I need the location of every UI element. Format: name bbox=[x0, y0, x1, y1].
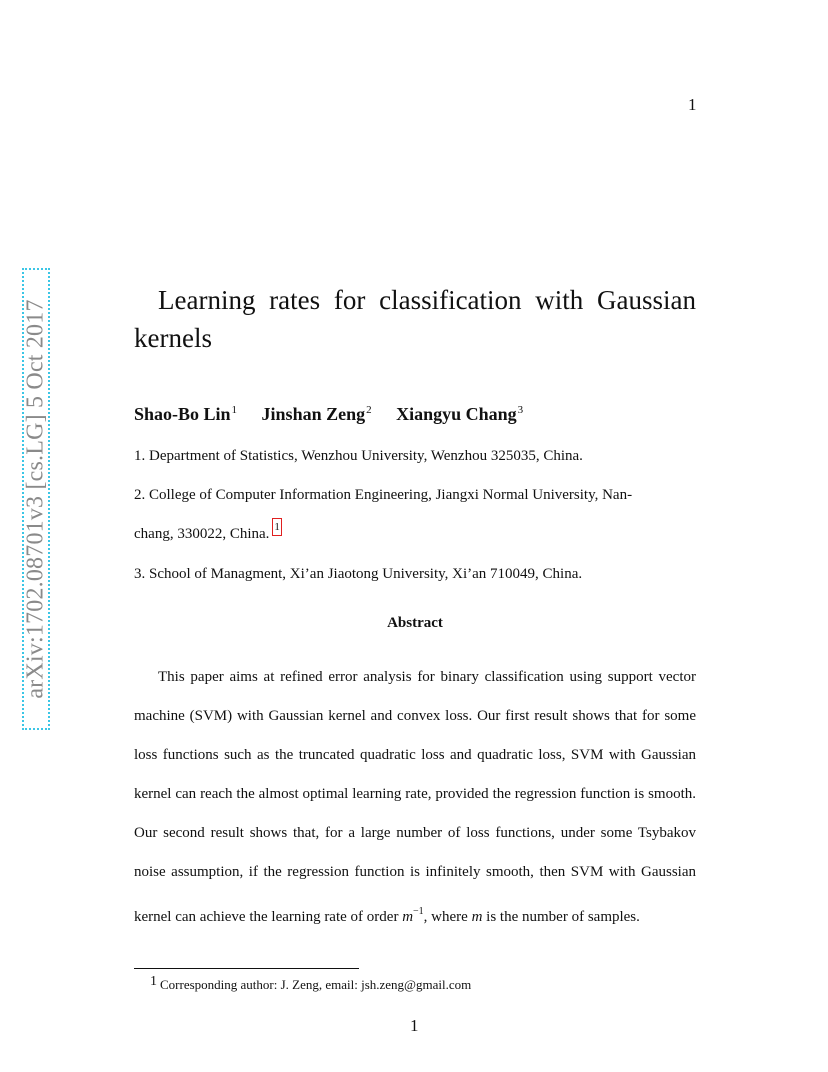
author-1 bbox=[134, 404, 237, 425]
affiliation-2-line-1: 2. College of Computer Information Engineering, Jiangxi Normal University, Nan- bbox=[134, 487, 633, 503]
author-2 bbox=[262, 404, 372, 425]
math-m: m bbox=[402, 909, 414, 925]
footnote-mark: 1 bbox=[150, 974, 157, 989]
author-2-mark: 2 bbox=[366, 404, 372, 416]
author-3-name: Xiangyu Chang bbox=[396, 404, 517, 424]
paper-title: Learning rates for classification with Gaussian kernels bbox=[134, 285, 696, 353]
footnote-divider bbox=[134, 968, 359, 969]
page-number-top: 1 bbox=[688, 95, 697, 114]
math-m-2: m bbox=[471, 909, 483, 925]
footnote-link[interactable]: 1 bbox=[272, 518, 282, 536]
author-2-name: Jinshan Zeng bbox=[261, 404, 366, 424]
author-3-mark: 3 bbox=[517, 404, 524, 416]
affiliation-3: 3. School of Managment, Xi’an Jiaotong University, Xi’an 710049, China. bbox=[134, 566, 583, 582]
arxiv-identifier-text: arXiv:1702.08701v3 [cs.LG] 5 Oct 2017 bbox=[22, 299, 49, 699]
abstract-body bbox=[134, 658, 696, 937]
arxiv-identifier-stamp[interactable] bbox=[22, 268, 50, 730]
author-1-mark: 1 bbox=[231, 404, 238, 416]
page-number-bottom: 1 bbox=[410, 1016, 419, 1035]
abstract-text-part-2: , where bbox=[423, 909, 472, 925]
abstract-text-part-3: is the number of samples. bbox=[482, 909, 640, 925]
footnote-text: Corresponding author: J. Zeng, email: jsh.zeng@gmail.com bbox=[160, 977, 472, 992]
affiliation-2-line-2: chang, 330022, China. bbox=[134, 526, 270, 542]
author-1-name: Shao-Bo Lin bbox=[134, 404, 231, 424]
math-exponent: −1 bbox=[413, 906, 424, 917]
affiliation-1: 1. Department of Statistics, Wenzhou University, Wenzhou 325035, China. bbox=[134, 448, 583, 464]
affiliation-2 bbox=[134, 476, 696, 554]
author-list bbox=[134, 404, 543, 425]
abstract-text-part-1: This paper aims at refined error analysis for binary classification using support vector machine (SVM) with Gaussian kernel and convex loss. Our first result shows that for some loss functions such as the truncated quadratic loss and quadratic loss, SVM with Gaussian kernel can reach the almost optimal learning rate, provided the regression function is smooth. Our second result shows that, for a large number of loss functions, under some Tsybakov noise assumption, if the regression function is infinitely smooth, then SVM with Gaussian kernel can achieve the learning rate of order bbox=[134, 669, 696, 925]
abstract-heading: Abstract bbox=[387, 615, 443, 631]
author-3 bbox=[396, 404, 523, 425]
footnote bbox=[150, 974, 471, 993]
